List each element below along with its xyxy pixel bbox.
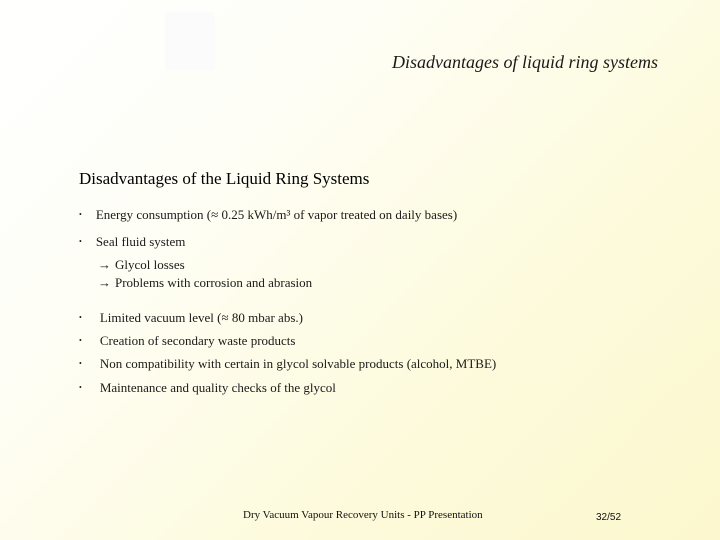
bullet-marker: • xyxy=(79,236,82,246)
bullet-marker: • xyxy=(79,382,82,392)
sub-item xyxy=(98,257,185,273)
bullet-text: Energy consumption (≈ 0.25 kWh/m³ of vapor treated on daily bases) xyxy=(95,207,458,222)
sub-item xyxy=(98,275,312,291)
arrow-icon: → xyxy=(98,275,111,290)
bullet-text: Non compatibility with certain in glycol solvable products (alcohol, MTBE) xyxy=(99,356,497,371)
bullet-text: Creation of secondary waste products xyxy=(99,333,296,348)
slide-header-title: Disadvantages of liquid ring systems xyxy=(392,52,658,72)
bullet-text: Limited vacuum level (≈ 80 mbar abs.) xyxy=(99,310,303,325)
bullet-marker: • xyxy=(79,312,82,322)
bullet-item xyxy=(79,234,185,250)
logo-placeholder xyxy=(165,12,215,70)
arrow-icon: → xyxy=(98,257,111,272)
bullet-item xyxy=(79,380,336,396)
bullet-text: Seal fluid system xyxy=(95,234,186,249)
bullet-text: Maintenance and quality checks of the glycol xyxy=(99,380,336,395)
sub-item-text: Glycol losses xyxy=(115,257,185,272)
bullet-item xyxy=(79,333,295,349)
footer-text: Dry Vacuum Vapour Recovery Units - PP Presentation xyxy=(243,509,483,521)
bullet-marker: • xyxy=(79,335,82,345)
bullet-item xyxy=(79,310,303,326)
page-number: 32/52 xyxy=(596,512,622,523)
bullet-marker: • xyxy=(79,358,82,368)
slide-heading: Disadvantages of the Liquid Ring Systems xyxy=(79,169,370,188)
bullet-marker: • xyxy=(79,209,82,219)
bullet-item xyxy=(79,356,496,372)
bullet-item xyxy=(79,207,457,223)
sub-item-text: Problems with corrosion and abrasion xyxy=(115,275,313,290)
